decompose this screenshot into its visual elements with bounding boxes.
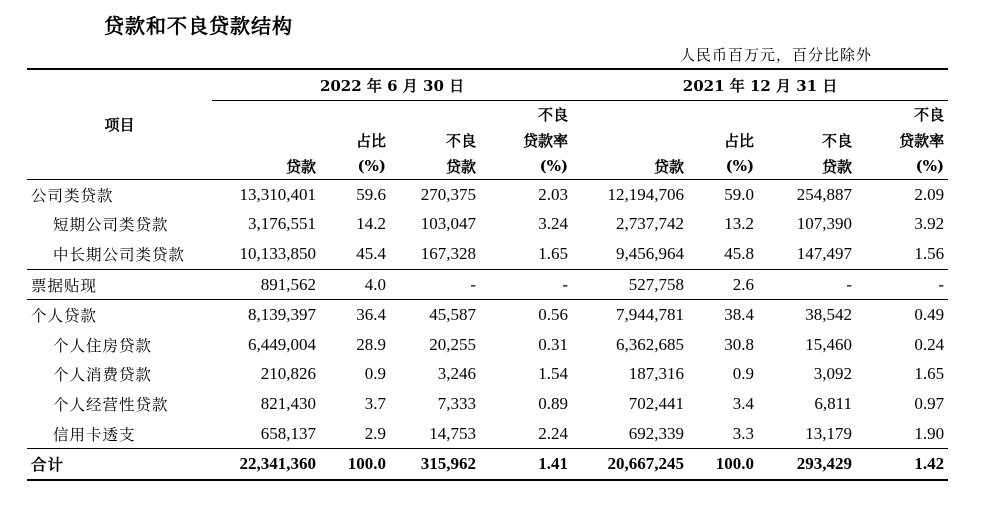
cell-value: 2.6 <box>732 274 755 294</box>
header-nplr-1a: 不良 <box>538 105 569 124</box>
cell-value: 3,246 <box>437 364 476 384</box>
header-npl-1a: 不良 <box>445 131 476 150</box>
table-body <box>27 180 948 480</box>
cell-value: 13,310,401 <box>239 184 316 204</box>
cell-value: 821,430 <box>260 393 316 413</box>
header-loan-2: 贷款 <box>572 153 688 180</box>
cell-value: 293,429 <box>796 454 853 474</box>
cell-value: 0.24 <box>914 334 945 354</box>
cell-value: 3.3 <box>732 423 755 443</box>
cell-value: 2,737,742 <box>616 214 685 234</box>
table-row <box>27 389 948 419</box>
cell-value: 0.9 <box>732 364 755 384</box>
cell-value: - <box>470 274 476 294</box>
cell-value: 7,944,781 <box>616 305 685 325</box>
cell-value: 38,542 <box>805 305 853 325</box>
cell-value: 1.65 <box>914 364 945 384</box>
total-row <box>27 449 948 480</box>
header-npl-2b: 贷款 <box>758 153 856 180</box>
cell-value: 254,887 <box>796 184 853 204</box>
cell-value: 13.2 <box>724 214 755 234</box>
header-item: 项目 <box>104 116 135 134</box>
header-npl-1b: 贷款 <box>390 153 480 180</box>
table-row <box>27 210 948 240</box>
cell-value: 45.4 <box>356 243 386 263</box>
cell-value: 3,092 <box>813 364 853 384</box>
row-label: 个人经营性贷款 <box>53 395 169 414</box>
cell-value: 22,341,360 <box>239 454 316 474</box>
table-row <box>27 239 948 269</box>
cell-value: 1.56 <box>914 243 945 263</box>
row-label: 票据贴现 <box>31 276 98 295</box>
header-period-2021: 2021 年 12 月 31 日 <box>572 69 948 101</box>
cell-value: 527,758 <box>628 274 685 294</box>
cell-value: 7,333 <box>437 393 476 413</box>
header-nplr-1c: (%) <box>480 153 572 180</box>
cell-value: 2.09 <box>914 184 945 204</box>
table-row <box>27 269 948 300</box>
cell-value: 6,362,685 <box>616 334 685 354</box>
cell-value: 12,194,706 <box>607 184 685 204</box>
cell-value: 45.8 <box>724 243 755 263</box>
cell-value: 167,328 <box>420 243 476 263</box>
cell-value: 1.42 <box>914 454 945 474</box>
header-npl-2a: 不良 <box>822 131 853 150</box>
cell-value: 20,667,245 <box>607 454 685 474</box>
cell-value: 6,449,004 <box>248 334 316 354</box>
cell-value: 100.0 <box>347 454 386 474</box>
cell-value: 0.56 <box>538 305 569 325</box>
cell-value: 9,456,964 <box>616 243 685 263</box>
row-label: 个人住房贷款 <box>53 336 153 355</box>
page-title: 贷款和不良贷款结构 <box>104 14 293 38</box>
cell-value: 0.31 <box>538 334 569 354</box>
cell-value: - <box>938 274 945 294</box>
cell-value: 30.8 <box>724 334 755 354</box>
cell-value: 3.92 <box>914 214 945 234</box>
cell-value: 4.0 <box>364 274 386 294</box>
cell-value: 1.54 <box>538 364 569 384</box>
cell-value: 13,179 <box>805 423 853 443</box>
cell-value: 187,316 <box>628 364 685 384</box>
cell-value: 702,441 <box>628 393 685 413</box>
header-nplr-2c: (%) <box>856 153 948 180</box>
header-loan-1: 贷款 <box>212 153 320 180</box>
table-row <box>27 360 948 390</box>
row-label: 短期公司类贷款 <box>53 216 169 235</box>
cell-value: 103,047 <box>420 214 476 234</box>
cell-value: 2.9 <box>364 423 386 443</box>
cell-value: 891,562 <box>260 274 316 294</box>
header-period-2022: 2022 年 6 月 30 日 <box>212 69 572 101</box>
loan-structure-table <box>27 68 948 481</box>
table-row <box>27 180 948 210</box>
header-ratio-2a: 占比 <box>724 131 755 150</box>
cell-value: 692,339 <box>628 423 685 443</box>
row-label: 公司类贷款 <box>31 186 114 205</box>
header-ratio-2b: (%) <box>688 153 758 180</box>
cell-value: 59.6 <box>356 184 386 204</box>
cell-value: 38.4 <box>724 305 755 325</box>
cell-value: 45,587 <box>429 305 476 325</box>
cell-value: 36.4 <box>356 305 386 325</box>
cell-value: 3,176,551 <box>248 214 316 234</box>
table-row <box>27 330 948 360</box>
cell-value: 8,139,397 <box>248 305 316 325</box>
cell-value: 20,255 <box>429 334 476 354</box>
header-nplr-2b: 贷款率 <box>899 131 945 150</box>
cell-value: 1.90 <box>914 423 945 443</box>
cell-value: 210,826 <box>260 364 316 384</box>
cell-value: 100.0 <box>715 454 755 474</box>
cell-value: 0.49 <box>914 305 945 325</box>
cell-value: 0.9 <box>364 364 386 384</box>
cell-value: 3.24 <box>538 214 569 234</box>
cell-value: 10,133,850 <box>239 243 316 263</box>
header-nplr-2a: 不良 <box>914 105 945 124</box>
table-row <box>27 300 948 330</box>
cell-value: 315,962 <box>420 454 476 474</box>
cell-value: 14.2 <box>356 214 386 234</box>
row-label: 个人贷款 <box>31 307 98 326</box>
row-label: 信用卡透支 <box>53 425 136 444</box>
cell-value: 658,137 <box>260 423 316 443</box>
cell-value: 14,753 <box>429 423 476 443</box>
cell-value: - <box>562 274 569 294</box>
table-row <box>27 419 948 449</box>
cell-value: 2.03 <box>538 184 569 204</box>
header-ratio-1b: (%) <box>320 153 390 180</box>
cell-value: 1.41 <box>538 454 569 474</box>
cell-value: 3.4 <box>732 393 755 413</box>
cell-value: 28.9 <box>356 334 386 354</box>
row-label: 中长期公司类贷款 <box>53 245 186 264</box>
cell-value: 1.65 <box>538 243 569 263</box>
row-label: 个人消费贷款 <box>53 366 153 385</box>
cell-value: 0.89 <box>538 393 569 413</box>
cell-value: 270,375 <box>420 184 476 204</box>
row-label: 合计 <box>31 455 65 475</box>
cell-value: 3.7 <box>364 393 386 413</box>
unit-note: 人民币百万元，百分比除外 <box>679 46 872 64</box>
cell-value: - <box>846 274 853 294</box>
cell-value: 6,811 <box>814 393 853 413</box>
cell-value: 107,390 <box>796 214 853 234</box>
cell-value: 147,497 <box>796 243 853 263</box>
cell-value: 0.97 <box>914 393 945 413</box>
cell-value: 2.24 <box>538 423 569 443</box>
header-nplr-1b: 贷款率 <box>523 131 569 150</box>
cell-value: 59.0 <box>724 184 755 204</box>
header-ratio-1a: 占比 <box>355 131 386 150</box>
cell-value: 15,460 <box>805 334 853 354</box>
